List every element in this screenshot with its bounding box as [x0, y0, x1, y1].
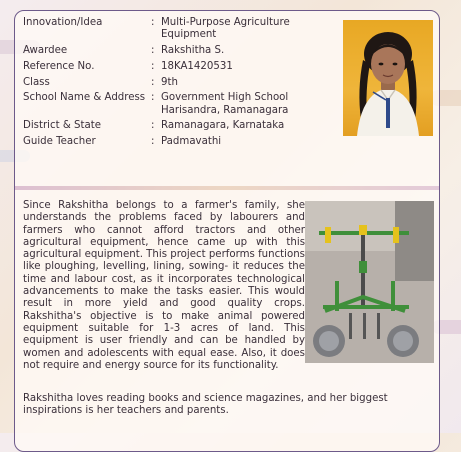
field-row-guide — [23, 136, 343, 148]
field-value: Padmavathi — [161, 136, 222, 148]
field-row-school — [23, 92, 343, 116]
field-separator: : — [151, 120, 155, 132]
field-label: Innovation/Idea — [23, 17, 103, 28]
field-separator: : — [151, 136, 155, 148]
field-label: District & State — [23, 120, 101, 132]
portrait-illustration — [343, 20, 433, 136]
field-value: Rakshitha S. — [161, 45, 225, 56]
awardee-card — [14, 10, 440, 452]
field-separator: : — [151, 17, 155, 28]
closing-paragraph: Rakshitha loves reading books and science magazines, and her biggest inspirations is her teachers and parents. — [23, 393, 388, 417]
field-separator: : — [151, 60, 155, 72]
field-value: Multi-Purpose Agriculture Equipment — [161, 17, 290, 41]
field-label: School Name & Address — [23, 92, 146, 104]
equipment-photo — [305, 201, 434, 363]
field-row-reference — [23, 61, 343, 73]
field-value: 9th — [161, 76, 178, 88]
field-label: Guide Teacher — [23, 136, 96, 148]
field-separator: : — [151, 76, 155, 88]
field-label: Awardee — [23, 45, 68, 56]
equipment-illustration — [305, 201, 434, 363]
field-row-district — [23, 120, 343, 132]
field-row-innovation — [23, 17, 343, 41]
field-value: Government High School Harisandra, Ramanagara — [161, 92, 289, 116]
field-separator: : — [151, 45, 155, 56]
field-separator: : — [151, 92, 155, 104]
section-divider — [15, 186, 439, 190]
description-paragraph: Since Rakshitha belongs to a farmer's family, she understands the problems faced by labourers and farmers who cannot afford tractors and other agricultural equipment, hence came up with this agricultural equipment. This project performs functions like ploughing, levelling, lining, sowing- it reduces the time and labour cost, as it incorporates technological advancements to make the tasks easier. This would result in more yield and good quality crops. Rakshitha's objective is to make animal powered equipment suitable for 1-3 acres of land. This equipment is user friendly and can be handled by women and adolescents with equal ease. Also, it does not require and energy source for its functionality. — [23, 200, 305, 371]
awardee-photo — [343, 20, 433, 136]
field-label: Reference No. — [23, 60, 95, 72]
field-row-awardee — [23, 45, 343, 57]
awardee-info-table — [23, 17, 343, 152]
field-value: 18KA1420531 — [161, 60, 233, 72]
field-value: Ramanagara, Karnataka — [161, 120, 285, 132]
field-label: Class — [23, 76, 50, 88]
field-row-class — [23, 77, 343, 89]
